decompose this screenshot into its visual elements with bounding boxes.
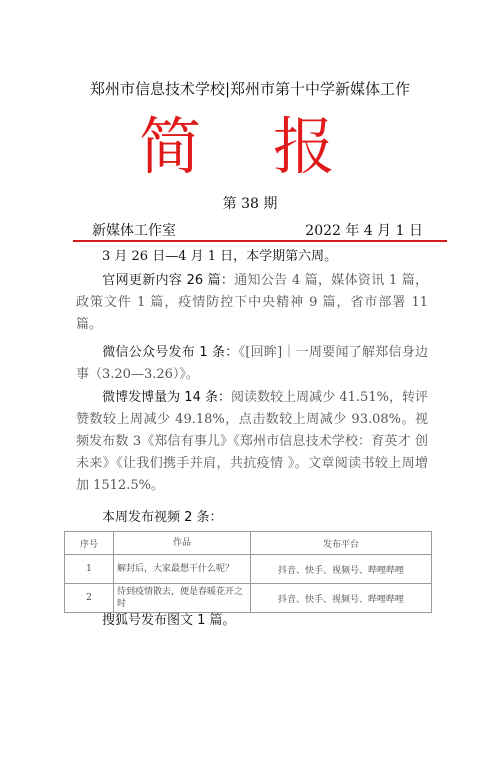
row-index: 1 xyxy=(65,555,114,584)
video-heading-text: 本周发布视频 2 条： xyxy=(102,510,223,525)
week-summary xyxy=(76,246,428,268)
weibo-lead: 微博发博量为 14 条： xyxy=(102,390,232,405)
weibo-paragraph xyxy=(76,387,428,497)
table-row xyxy=(65,555,432,584)
website-text: 通知公告 4 篇，媒体资讯 1 篇，政策文件 1 篇，疫情防控下中央精神 9 篇，省市部署 11 篇。 xyxy=(76,273,429,332)
row-work: 待到疫情散去，便是春暖花开之时 xyxy=(114,584,251,613)
row-platform: 抖音、快手、视频号、哔哩哔哩 xyxy=(251,584,432,613)
table-header-row xyxy=(65,532,432,555)
department-name: 新媒体工作室 xyxy=(92,223,176,239)
publish-date: 2022 年 4 月 1 日 xyxy=(305,223,423,239)
wechat-text: 《[回眸]｜一周要闻了解郑信身边事（3.20—3.26）》。 xyxy=(76,345,428,382)
header-platform: 发布平台 xyxy=(251,532,432,555)
video-heading xyxy=(76,507,428,529)
org-header: 郑州市信息技术学校|郑州市第十中学新媒体工作 xyxy=(89,80,411,98)
weibo-text: 阅读数较上周减少 41.51%，转评赞数较上周减少 49.18%，点击数较上周减少 93.08%。视频发布数 3《郑信有事儿》《郑州市信息技术学校：育英才 创未来》《让我们携手并肩，共抗疫情 》。文章阅读书较上周增加 1512.5%。 xyxy=(76,390,429,493)
sohu-paragraph xyxy=(76,610,428,632)
red-divider xyxy=(73,240,447,242)
row-platform: 抖音、快手、视频号、哔哩哔哩 xyxy=(251,555,432,584)
sohu-text: 搜狐号发布图文 1 篇。 xyxy=(102,613,236,628)
table-row xyxy=(65,584,432,613)
website-paragraph xyxy=(76,270,428,336)
wechat-paragraph xyxy=(76,342,428,386)
header-index: 序号 xyxy=(65,532,114,555)
week-text: 3 月 26 日—4 月 1 日，本学期第六周。 xyxy=(102,249,338,264)
website-lead: 官网更新内容 26 篇： xyxy=(102,273,235,288)
row-index: 2 xyxy=(65,584,114,613)
row-work: 解封后，大家最想干什么呢？ xyxy=(114,555,251,584)
video-table xyxy=(64,531,432,613)
wechat-lead: 微信公众号发布 1 条： xyxy=(102,345,239,360)
page-title: 简 报 xyxy=(139,110,361,183)
header-work: 作品 xyxy=(114,532,251,555)
issue-number: 第 38 期 xyxy=(222,196,278,212)
